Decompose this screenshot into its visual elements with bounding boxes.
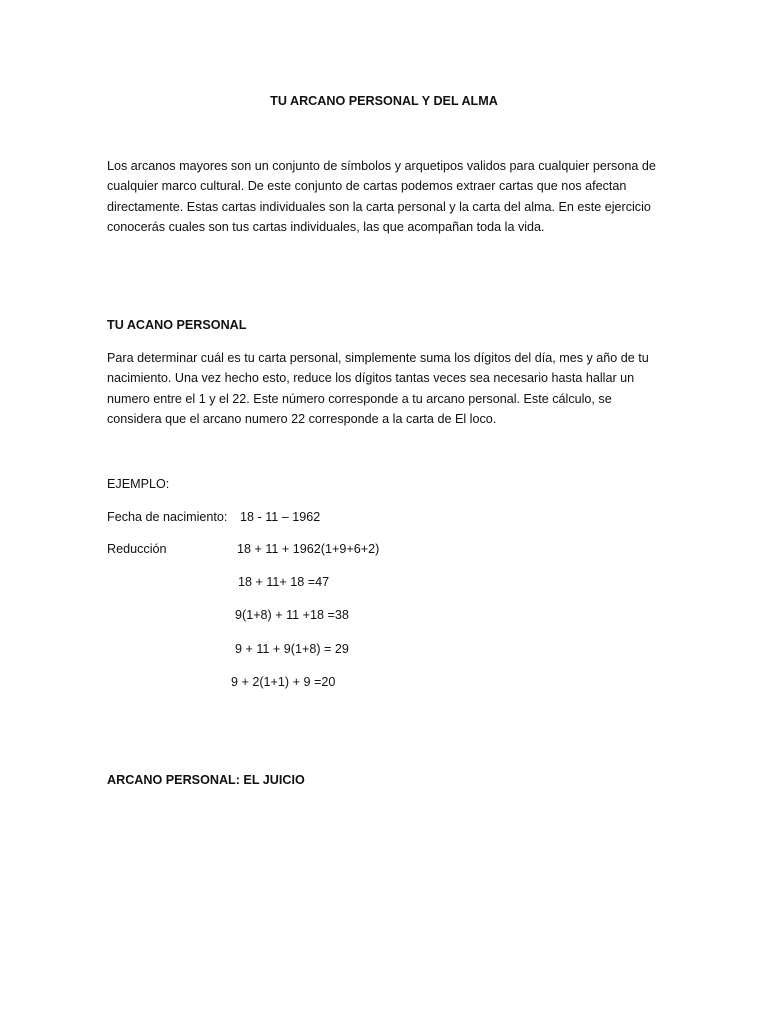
section-line: numero entre el 1 y el 22. Este número corresponde a tu arcano personal. Este cálculo, se [107, 391, 612, 406]
reduction-step: 9(1+8) + 11 +18 =38 [235, 608, 349, 622]
section-line: Para determinar cuál es tu carta personal, simplemente suma los dígitos del día, mes y año de tu [107, 351, 649, 365]
section-line: nacimiento. Una vez hecho esto, reduce los dígitos tantas veces sea necesario hasta hallar un [107, 371, 635, 386]
section-heading: TU ACANO PERSONAL [107, 318, 247, 332]
intro-line: cualquier marco cultural. De este conjunto de cartas podemos extraer cartas que nos afectan [107, 179, 627, 194]
page-title: TU ARCANO PERSONAL Y DEL ALMA [270, 94, 498, 108]
section-paragraph [107, 348, 662, 429]
reduction-step: 9 + 2(1+1) + 9 =20 [231, 675, 336, 689]
birth-label: Fecha de nacimiento: [107, 510, 228, 524]
intro-line: directamente. Estas cartas individuales son la carta personal y la carta del alma. En este ejercicio [107, 199, 651, 214]
reduction-step: 9 + 11 + 9(1+8) = 29 [235, 642, 349, 656]
section-line: considera que el arcano numero 22 corresponde a la carta de El loco. [107, 411, 497, 426]
intro-line: Los arcanos mayores son un conjunto de símbolos y arquetipos validos para cualquier persona de [107, 159, 656, 173]
reduction-label: Reducción [107, 542, 167, 556]
intro-paragraph [107, 156, 662, 237]
intro-line: conocerás cuales son tus cartas individuales, las que acompañan toda la vida. [107, 219, 545, 234]
birth-value: 18 - 11 – 1962 [240, 510, 321, 524]
example-label: EJEMPLO: [107, 477, 170, 491]
result-heading: ARCANO PERSONAL: EL JUICIO [107, 773, 305, 787]
reduction-step: 18 + 11 + 1962(1+9+6+2) [237, 542, 380, 556]
reduction-step: 18 + 11+ 18 =47 [238, 575, 330, 589]
